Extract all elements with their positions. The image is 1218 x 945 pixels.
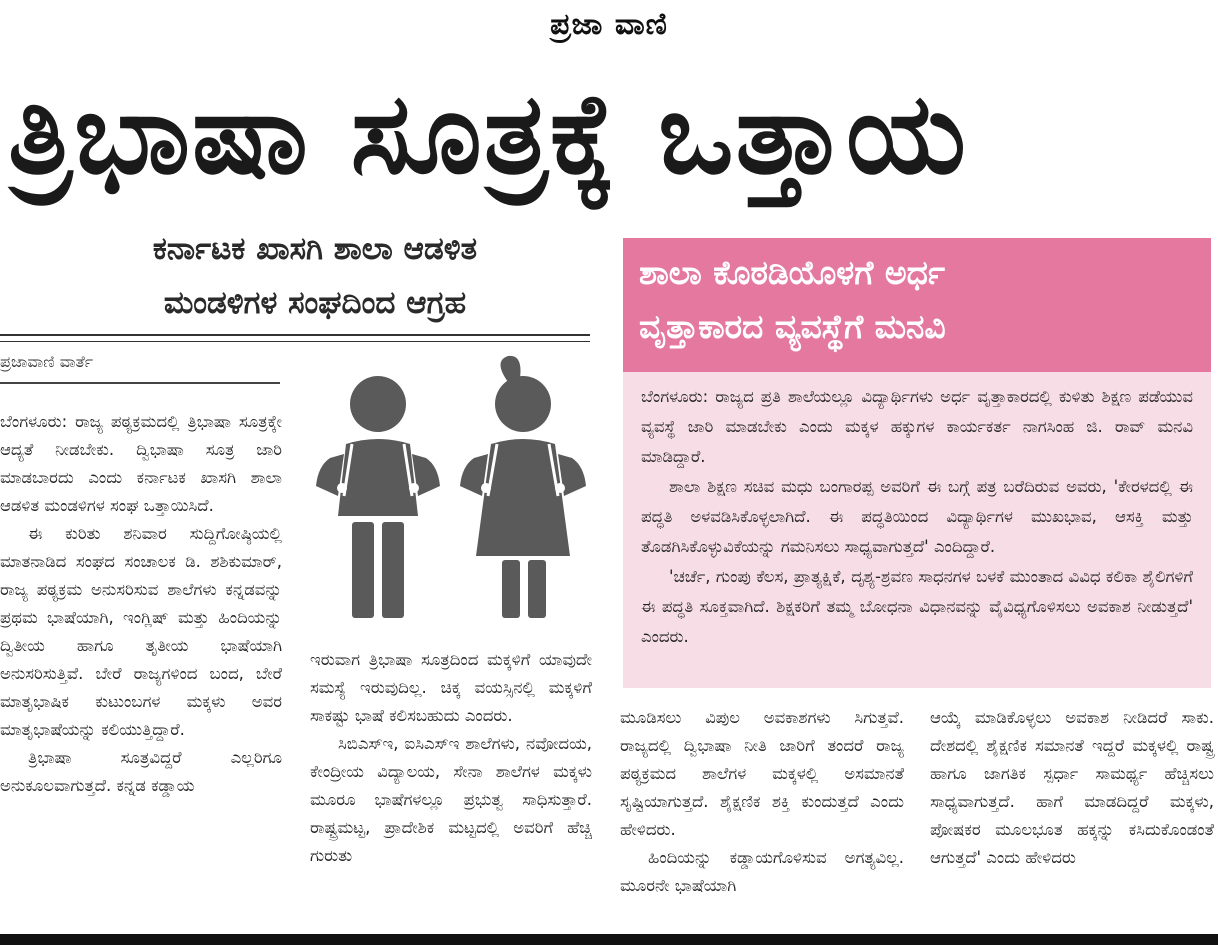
paragraph: ಶಾಲಾ ಶಿಕ್ಷಣ ಸಚಿವ ಮಧು ಬಂಗಾರಪ್ಪ ಅವರಿಗೆ ಈ ಬಗ್ಗೆ ಪತ್ರ ಬರೆದಿರುವ ಅವರು, 'ಕೇರಳದಲ್ಲಿ ಈ ಪದ್ಧತಿ ಅಳವಡಿಸಿಕೊಳ್ಳಲಾಗಿದೆ. ಈ ಪದ್ಧತಿಯಿಂದ ವಿದ್ಯಾರ್ಥಿಗಳ ಮುಖಭಾವ, ಆಸಕ್ತಿ ಮತ್ತು ತೊಡಗಿಸಿಕೊಳ್ಳುವಿಕೆಯನ್ನು ಗಮನಿಸಲು ಸಾಧ್ಯವಾಗುತ್ತದೆ' ಎಂದಿದ್ದಾರೆ. [641,477,1193,556]
article-column-4 [930,704,1214,872]
paragraph: ಈ ಕುರಿತು ಶನಿವಾರ ಸುದ್ದಿಗೋಷ್ಠಿಯಲ್ಲಿ ಮಾತನಾಡಿದ ಸಂಘದ ಸಂಚಾಲಕ ಡಿ. ಶಶಿಕುಮಾರ್, ರಾಜ್ಯ ಪಠ್ಯಕ್ರಮ ಅನುಸರಿಸುವ ಶಾಲೆಗಳು ಕನ್ನಡವನ್ನು ಪ್ರಥಮ ಭಾಷೆಯಾಗಿ, ಇಂಗ್ಲಿಷ್ ಮತ್ತು ಹಿಂದಿಯನ್ನು ದ್ವಿತೀಯ ಹಾಗೂ ತೃತೀಯ ಭಾಷೆಯಾಗಿ ಅನುಸರಿಸುತ್ತಿವೆ. ಬೇರೆ ರಾಜ್ಯಗಳಿಂದ ಬಂದ, ಬೇರೆ ಮಾತೃಭಾಷಿಕ ಕುಟುಂಬಗಳ ಮಕ್ಕಳು ಅವರ ಮಾತೃಭಾಷೆಯನ್ನು ಕಲಿಯುತ್ತಿದ್ದಾರೆ. [0,524,282,739]
bottom-border [0,934,1218,945]
paragraph: 'ಚರ್ಚೆ, ಗುಂಪು ಕೆಲಸ, ಪ್ರಾತ್ಯಕ್ಷಿಕೆ, ದೃಶ್ಯ-ಶ್ರವಣ ಸಾಧನಗಳ ಬಳಕೆ ಮುಂತಾದ ವಿವಿಧ ಕಲಿಕಾ ಶೈಲಿಗಳಿಗೆ ಈ ಪದ್ಧತಿ ಸೂಕ್ತವಾಗಿದೆ. ಶಿಕ್ಷಕರಿಗೆ ತಮ್ಮ ಬೋಧನಾ ವಿಧಾನವನ್ನು ವೈವಿಧ್ಯಗೊಳಿಸಲು ಅವಕಾಶ ನೀಡುತ್ತದೆ' ಎಂದರು. [641,567,1193,646]
paragraph: ಬೆಂಗಳೂರು: ರಾಜ್ಯದ ಪ್ರತಿ ಶಾಲೆಯಲ್ಲೂ ವಿದ್ಯಾರ್ಥಿಗಳು ಅರ್ಧ ವೃತ್ತಾಕಾರದಲ್ಲಿ ಕುಳಿತು ಶಿಕ್ಷಣ ಪಡೆಯುವ ವ್ಯವಸ್ಥೆ ಜಾರಿ ಮಾಡಬೇಕು ಎಂದು ಮಕ್ಕಳ ಹಕ್ಕುಗಳ ಕಾರ್ಯಕರ್ತ ನಾಗಸಿಂಹ ಜಿ. ರಾವ್ ಮನವಿ ಮಾಡಿದ್ದಾರೆ. [641,387,1193,466]
sub-headline-line2: ಮಂಡಳಿಗಳ ಸಂಘದಿಂದ ಆಗ್ರಹ [163,285,467,321]
article-column-1 [0,408,282,800]
subhead-divider [0,334,590,342]
masthead [0,2,1218,46]
side-story-headline [623,238,1211,372]
paragraph: ಇರುವಾಗ ತ್ರಿಭಾಷಾ ಸೂತ್ರದಿಂದ ಮಕ್ಕಳಿಗೆ ಯಾವುದೇ ಸಮಸ್ಯೆ ಇರುವುದಿಲ್ಲ. ಚಿಕ್ಕ ವಯಸ್ಸಿನಲ್ಲಿ ಮಕ್ಕಳಿಗೆ ಸಾಕಷ್ಟು ಭಾಷೆ ಕಲಿಸಬಹುದು ಎಂದರು. [310,650,592,725]
byline-divider [0,382,280,384]
paragraph: ಸಿಬಿಎಸ್‌ಇ, ಐಸಿಎಸ್‌ಇ ಶಾಲೆಗಳು, ನವೋದಯ, ಕೇಂದ್ರೀಯ ವಿದ್ಯಾಲಯ, ಸೇನಾ ಶಾಲೆಗಳ ಮಕ್ಕಳು ಮೂರೂ ಭಾಷೆಗಳಲ್ಲೂ ಪ್ರಭುತ್ವ ಸಾಧಿಸುತ್ತಾರೆ. ರಾಷ್ಟ್ರಮಟ್ಟ, ಪ್ರಾದೇಶಿಕ ಮಟ್ಟದಲ್ಲಿ ಅವರಿಗೆ ಹೆಚ್ಚಿ ಗುರುತು [310,734,592,865]
paragraph: ತ್ರಿಭಾಷಾ ಸೂತ್ರವಿದ್ದರೆ ಎಲ್ಲರಿಗೂ ಅನುಕೂಲವಾಗುತ್ತದೆ. ಕನ್ನಡ ಕಡ್ಡಾಯ [0,748,282,795]
side-story-body [623,372,1211,688]
article-column-2 [310,646,592,870]
newspaper-logo [550,7,668,42]
side-story-headline-line1: ಶಾಲಾ ಕೊಠಡಿಯೊಳಗೆ ಅರ್ಧ [639,253,946,292]
logo-text: ಪ್ರಜಾ ವಾಣಿ [550,6,668,42]
sub-headline [30,222,600,330]
paragraph: ಮೂಡಿಸಲು ವಿಪುಲ ಅವಕಾಶಗಳು ಸಿಗುತ್ತವೆ. ರಾಜ್ಯದಲ್ಲಿ ದ್ವಿಭಾಷಾ ನೀತಿ ಜಾರಿಗೆ ತಂದರೆ ರಾಜ್ಯ ಪಠ್ಯಕ್ರಮದ ಶಾಲೆಗಳ ಮಕ್ಕಳಲ್ಲಿ ಅಸಮಾನತೆ ಸೃಷ್ಟಿಯಾಗುತ್ತದೆ. ಶೈಕ್ಷಣಿಕ ಶಕ್ತಿ ಕುಂದುತ್ತದೆ ಎಂದು ಹೇಳಿದರು. [620,708,904,839]
article-column-3 [620,704,904,900]
paragraph: ಹಿಂದಿಯನ್ನು ಕಡ್ಡಾಯಗೊಳಿಸುವ ಅಗತ್ಯವಿಲ್ಲ. ಮೂರನೇ ಭಾಷೆಯಾಗಿ [620,848,904,895]
main-headline: ತ್ರಿಭಾಷಾ ಸೂತ್ರಕ್ಕೆ ಒತ್ತಾಯ [8,69,968,199]
girl-student-icon [460,356,586,618]
side-story-headline-line2: ವೃತ್ತಾಕಾರದ ವ್ಯವಸ್ಥೆಗೆ ಮನವಿ [639,307,946,346]
paragraph: ಬೆಂಗಳೂರು: ರಾಜ್ಯ ಪಠ್ಯಕ್ರಮದಲ್ಲಿ ತ್ರಿಭಾಷಾ ಸೂತ್ರಕ್ಕೇ ಆದ್ಯತೆ ನೀಡಬೇಕು. ದ್ವಿಭಾಷಾ ಸೂತ್ರ ಜಾರಿ ಮಾಡಬಾರದು ಎಂದು ಕರ್ನಾಟಕ ಖಾಸಗಿ ಶಾಲಾ ಆಡಳಿತ ಮಂಡಳಿಗಳ ಸಂಘ ಒತ್ತಾಯಿಸಿದೆ. [0,412,282,515]
students-illustration [308,346,598,622]
byline: ಪ್ರಜಾವಾಣಿ ವಾರ್ತೆ [0,352,94,371]
paragraph: ಆಯ್ಕೆ ಮಾಡಿಕೊಳ್ಳಲು ಅವಕಾಶ ನೀಡಿದರೆ ಸಾಕು. ದೇಶದಲ್ಲಿ ಶೈಕ್ಷಣಿಕ ಸಮಾನತೆ ಇದ್ದರೆ ಮಕ್ಕಳಲ್ಲಿ ರಾಷ್ಟ್ರ ಹಾಗೂ ಜಾಗತಿಕ ಸ್ಪರ್ಧಾ ಸಾಮರ್ಥ್ಯ ಹೆಚ್ಚಿಸಲು ಸಾಧ್ಯವಾಗುತ್ತದೆ. ಹಾಗೆ ಮಾಡದಿದ್ದರೆ ಮಕ್ಕಳು, ಪೋಷಕರ ಮೂಲಭೂತ ಹಕ್ಕನ್ನು ಕಸಿದುಕೊಂಡಂತೆ ಆಗುತ್ತದೆ' ಎಂದು ಹೇಳಿದರು [930,708,1214,867]
boy-student-icon [316,376,440,618]
sub-headline-line1: ಕರ್ನಾಟಕ ಖಾಸಗಿ ಶಾಲಾ ಆಡಳಿತ [152,231,478,267]
